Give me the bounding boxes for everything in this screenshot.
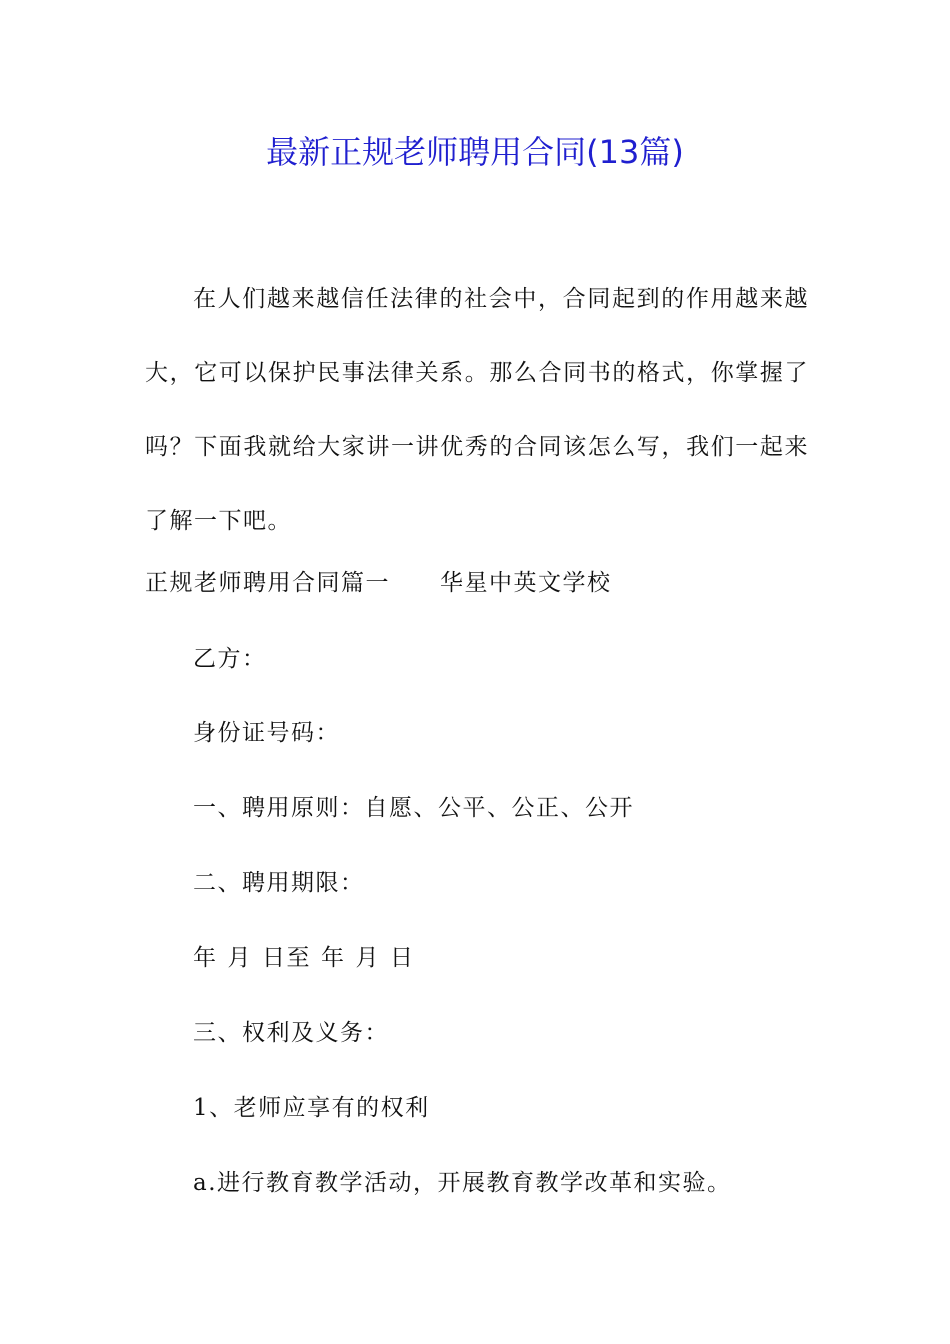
term-month-end: 月 xyxy=(355,945,380,971)
term-dates-line xyxy=(193,941,415,975)
id-number-line: 身份证号码： xyxy=(193,720,340,746)
school-name: 华星中英文学校 xyxy=(440,570,612,596)
term-month-start: 月 xyxy=(227,945,252,971)
section-heading: 正规老师聘用合同篇一 xyxy=(145,570,390,596)
term-day-end: 日 xyxy=(390,945,415,971)
intro-paragraph: 在人们越来越信任法律的社会中，合同起到的作用越来越大，它可以保护民事法律关系。那么合同书的格式，你掌握了吗？下面我就给大家讲一讲优秀的合同该怎么写，我们一起来了解一下吧。 xyxy=(145,286,809,534)
clause-2-line: 二、聘用期限： xyxy=(193,870,365,896)
section-heading-line xyxy=(145,566,612,600)
clause-3-line: 三、权利及义务： xyxy=(193,1020,389,1046)
term-day-to: 日至 xyxy=(262,945,311,971)
clause-3-1-line: 1、老师应享有的权利 xyxy=(193,1095,430,1121)
clause-3-1-a-line: a.进行教育教学活动，开展教育教学改革和实验。 xyxy=(193,1170,732,1196)
clause-1-line: 一、聘用原则：自愿、公平、公正、公开 xyxy=(193,795,634,821)
party-b-line: 乙方： xyxy=(193,646,267,672)
term-year-end: 年 xyxy=(321,945,346,971)
document-title: 最新正规老师聘用合同(13篇) xyxy=(266,133,684,171)
term-year-start: 年 xyxy=(193,945,218,971)
